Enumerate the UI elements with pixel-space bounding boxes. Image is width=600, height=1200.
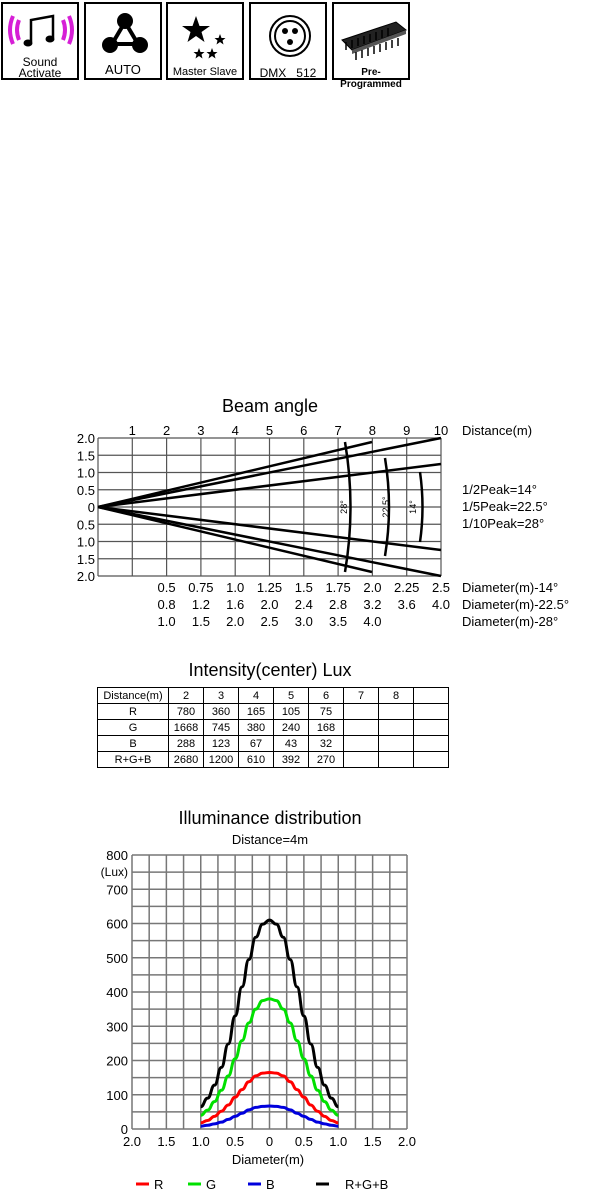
- peak-label-14: 1/2Peak=14°: [462, 482, 537, 497]
- legend-label: G: [206, 1177, 217, 1192]
- table-cell: [344, 752, 379, 768]
- diameter-value: 2.0: [260, 597, 279, 612]
- distance-tick-label: 2: [162, 423, 171, 438]
- diameter-value: 1.75: [325, 580, 351, 595]
- diameter-value: 1.5: [191, 614, 210, 629]
- diameter-row-label: Diameter(m)-28°: [462, 614, 559, 629]
- illuminance-chart: [0, 850, 600, 1195]
- table-cell: [379, 704, 414, 720]
- beam-y-tick-label: 2.0: [76, 431, 95, 446]
- legend-label: B: [266, 1177, 275, 1192]
- table-cell: R: [98, 704, 169, 720]
- table-cell: 1200: [204, 752, 239, 768]
- x-tick-label: 0.5: [226, 1134, 245, 1149]
- distance-tick-label: 6: [300, 423, 308, 438]
- table-cell: 240: [274, 720, 309, 736]
- x-tick-label: 2.0: [397, 1134, 417, 1149]
- table-row: [98, 704, 449, 720]
- y-tick-label: 0: [120, 1122, 128, 1137]
- illuminance-subtitle: Distance=4m: [231, 832, 309, 847]
- table-cell: 8: [379, 688, 414, 704]
- intensity-title: Intensity(center) Lux: [188, 660, 352, 680]
- beam-y-tick-label: 2.0: [76, 569, 95, 584]
- beam-y-tick-label: 1.0: [76, 534, 95, 550]
- diameter-value: 1.0: [226, 580, 245, 595]
- intensity-table: [97, 687, 449, 768]
- table-cell: 7: [344, 688, 379, 704]
- angle-label-14: 14°: [408, 500, 418, 514]
- y-tick-label: 800: [106, 850, 128, 863]
- distance-tick-label: 1: [128, 423, 136, 438]
- table-cell: [414, 720, 449, 736]
- beam-y-tick-label: 0.5: [76, 517, 95, 533]
- distance-tick-label: 5: [265, 423, 274, 438]
- auto-label: AUTO: [105, 62, 141, 77]
- table-cell: 288: [169, 736, 204, 752]
- y-tick-label: 200: [106, 1053, 128, 1069]
- diameter-value: 1.25: [256, 580, 283, 595]
- diameter-value: 2.0: [363, 580, 382, 595]
- table-cell: 360: [204, 704, 239, 720]
- table-cell: 392: [274, 752, 309, 768]
- y-tick-label: 700: [106, 882, 128, 898]
- x-tick-label: 0: [265, 1134, 274, 1149]
- diameter-value: 0.75: [188, 580, 214, 595]
- diameter-value: 2.4: [294, 597, 313, 612]
- table-row: [98, 752, 449, 768]
- sound-activate-label-1: Sound: [22, 55, 58, 69]
- angle-label-28: 28°: [339, 500, 349, 514]
- table-cell: [379, 736, 414, 752]
- y-tick-label: 300: [106, 1019, 128, 1035]
- y-axis-unit: (Lux): [100, 865, 128, 879]
- table-cell: 2: [169, 688, 204, 704]
- table-cell: [344, 720, 379, 736]
- table-cell: 745: [204, 720, 239, 736]
- x-tick-label: 1.5: [157, 1134, 176, 1149]
- x-tick-label: 0.5: [294, 1134, 313, 1149]
- table-cell: R+G+B: [98, 752, 169, 768]
- dmx-512-label: DMX 512: [259, 66, 317, 80]
- x-tick-label: 1.0: [329, 1134, 348, 1149]
- y-tick-label: 600: [106, 916, 128, 932]
- table-cell: 5: [274, 688, 309, 704]
- distance-label: Distance(m): [462, 423, 533, 438]
- dmx-512-icon-box: [249, 2, 327, 80]
- peak-label-28: 1/10Peak=28°: [462, 516, 545, 531]
- diameter-value: 1.2: [191, 597, 210, 612]
- table-cell: 780: [169, 704, 204, 720]
- angle-label-22-5: 22.5°: [381, 496, 391, 518]
- diameter-value: 0.8: [157, 597, 176, 612]
- diameter-value: 2.25: [394, 580, 420, 595]
- table-cell: 270: [309, 752, 344, 768]
- x-tick-label: 2.0: [122, 1134, 142, 1149]
- diameter-value: 3.6: [397, 597, 416, 612]
- table-cell: 6: [309, 688, 344, 704]
- master-slave-icon-box: [166, 2, 244, 80]
- diameter-value: 1.5: [294, 580, 313, 595]
- diameter-value: 4.0: [363, 614, 382, 629]
- table-cell: 67: [239, 736, 274, 752]
- distance-tick-label: 8: [368, 423, 377, 438]
- y-tick-label: 100: [106, 1087, 128, 1103]
- table-cell: 123: [204, 736, 239, 752]
- table-cell: 105: [274, 704, 309, 720]
- distance-tick-label: 10: [433, 423, 449, 438]
- diameter-row-label: Diameter(m)-14°: [462, 580, 559, 595]
- table-cell: B: [98, 736, 169, 752]
- table-cell: [414, 704, 449, 720]
- table-row: [98, 720, 449, 736]
- diameter-value: 3.0: [294, 614, 313, 629]
- table-cell: 610: [239, 752, 274, 768]
- pre-programmed-icon-box: [332, 2, 410, 90]
- auto-icon-box: [84, 2, 162, 80]
- beam-y-tick-label: 1.5: [76, 448, 95, 464]
- diameter-value: 2.5: [260, 614, 279, 629]
- table-cell: 43: [274, 736, 309, 752]
- peak-label-22-5: 1/5Peak=22.5°: [462, 499, 548, 514]
- table-cell: 380: [239, 720, 274, 736]
- diameter-value: 2.0: [226, 614, 245, 629]
- sound-activate-icon-box: [1, 2, 79, 80]
- beam-y-tick-label: 0: [87, 500, 95, 515]
- table-cell: 2680: [169, 752, 204, 768]
- table-cell: [414, 752, 449, 768]
- table-cell: 4: [239, 688, 274, 704]
- sound-activate-label-2: Activate: [18, 66, 62, 80]
- distance-tick-label: 4: [231, 423, 239, 438]
- diameter-value: 4.0: [431, 597, 451, 612]
- diameter-value: 1.6: [226, 597, 245, 612]
- diameter-value: 1.0: [157, 614, 176, 629]
- illuminance-title: Illuminance distribution: [178, 808, 362, 828]
- pre-programmed-label: Pre-Programmed: [340, 67, 402, 90]
- table-cell: Distance(m): [98, 688, 169, 704]
- table-cell: 1668: [169, 720, 204, 736]
- diameter-value: 2.5: [431, 580, 451, 595]
- diameter-value: 2.8: [329, 597, 348, 612]
- table-cell: [379, 720, 414, 736]
- diameter-row-label: Diameter(m)-22.5°: [462, 597, 570, 612]
- distance-tick-label: 3: [197, 423, 205, 438]
- diameter-value: 3.5: [329, 614, 348, 629]
- table-cell: G: [98, 720, 169, 736]
- table-cell: [414, 736, 449, 752]
- beam-y-tick-label: 0.5: [76, 482, 95, 498]
- x-tick-label: 1.0: [191, 1134, 210, 1149]
- beam-y-tick-label: 1.0: [76, 465, 95, 481]
- table-cell: [379, 752, 414, 768]
- master-slave-label: Master Slave: [172, 66, 238, 78]
- table-cell: [414, 688, 449, 704]
- x-axis-label: Diameter(m): [231, 1152, 305, 1167]
- y-tick-label: 500: [106, 950, 128, 966]
- legend-label: R+G+B: [345, 1177, 389, 1192]
- distance-tick-label: 9: [403, 423, 411, 438]
- legend-label: R: [154, 1177, 164, 1192]
- table-cell: 75: [309, 704, 344, 720]
- table-row: [98, 736, 449, 752]
- y-tick-label: 400: [106, 985, 128, 1000]
- table-cell: 3: [204, 688, 239, 704]
- table-cell: 32: [309, 736, 344, 752]
- beam-y-tick-label: 1.5: [76, 551, 95, 567]
- beam-angle-diagram: [0, 420, 600, 670]
- beam-angle-title: Beam angle: [221, 396, 319, 416]
- table-cell: [344, 704, 379, 720]
- table-cell: 168: [309, 720, 344, 736]
- distance-tick-label: 7: [334, 423, 342, 438]
- diameter-value: 3.2: [363, 597, 382, 612]
- illuminance-grid: [132, 855, 407, 1129]
- diameter-value: 0.5: [157, 580, 176, 595]
- table-cell: [344, 736, 379, 752]
- table-header-row: [98, 688, 449, 704]
- table-cell: 165: [239, 704, 274, 720]
- x-tick-label: 1.5: [363, 1134, 382, 1149]
